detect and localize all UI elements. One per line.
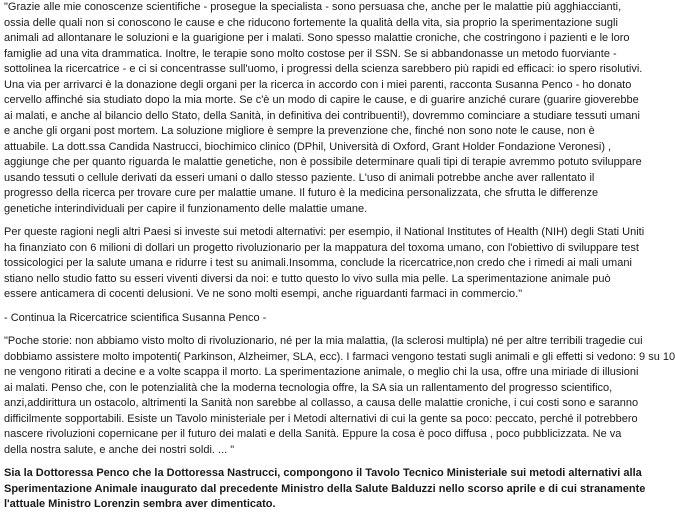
text-line: ne vengono ritirati a decine e a volte scappa il morto. La sperimentazione animale, o meglio chi la usa, offre una miriade di illusioni: [4, 366, 639, 378]
text-line: usando tessuti o cellule derivati da esseri umani o dallo stesso paziente. L'uso di animali potrebbe anche aver rallentato il: [4, 171, 595, 184]
paragraph-spacer: [4, 303, 644, 311]
paragraph-5-bold: [4, 466, 644, 513]
article-body: [4, 0, 675, 513]
text-line: progresso della ricerca per trovare cure per malattie umane. Il futuro è la medicina personalizzata, che sfrutta le differenze: [4, 187, 599, 199]
text-line: difficilmente sopportabili. Esiste un Tavolo ministeriale per i Metodi alternativi di cui la gente sa poco: peccato, perché il potrebbero: [4, 412, 638, 425]
paragraph-spacer: [4, 458, 644, 466]
text-line: l'attuale Ministro Lorenzin sembra aver dimenticato.: [4, 498, 276, 510]
text-line: stiano nello studio fatto su esseri viventi diversi da noi: e tutto questo lo vivo sulla mia pelle. La sperimentazione animale può: [4, 272, 611, 285]
paragraph-spacer: [4, 326, 644, 334]
text-line: "Grazie alle mie conoscenze scientifiche - prosegue la specialista - sono persuasa che, anche per le malattie più agghiaccianti,: [4, 1, 622, 13]
text-line: animali ad allontanare le soluzioni e la guarigione per i malati. Sono spesso malattie croniche, che costringono i pazienti e le loro: [4, 32, 630, 44]
text-line: cervello affinché sia studiato dopo la mia morte. Se c'è un modo di capire le cause, e di guarire anziché curare (guarire gioverebbe: [4, 94, 639, 106]
text-line: - Continua la Ricercatrice scientifica Susanna Penco -: [4, 311, 267, 324]
text-line: Sia la Dottoressa Penco che la Dottoressa Nastrucci, compongono il Tavolo Tecnico Ministeriale sui metodi alternativi alla: [4, 467, 642, 479]
text-line: ai malati. Penso che, con le potenzialità che la moderna tecnologia offre, la SA sia un rallentamento del progresso scientifico,: [4, 381, 613, 394]
text-line: attuabile. La dott.ssa Candida Nastrucci, biochimico clinico (DPhil, Università di Oxford, Grant Holder Fondazione Veronesi) ,: [4, 140, 612, 153]
text-line: Per queste ragioni negli altri Paesi si investe sui metodi alternativi: per esempio, il National Institutes of Health (NIH) degli Stati Uniti: [4, 226, 645, 238]
text-line: della nostra salute, e anche dei nostri soldi. ... ": [4, 443, 235, 456]
text-line: dobbiamo assistere molto impotenti( Parkinson, Alzheimer, SLA, ecc). I farmaci vengono testati sugli animali e gli effetti si vedono: 9 su 10: [4, 350, 675, 363]
paragraph-3: [4, 311, 644, 327]
paragraph-spacer: [4, 217, 644, 225]
text-line: e anche gli organi post mortem. La soluzione migliore è sempre la prevenzione che, finché non sono note le cause, non è: [4, 125, 595, 137]
text-line: Sperimentazione Animale inaugurato dal precedente Ministro della Salute Balduzzi nello scorso aprile e di cui stranamente: [4, 482, 646, 495]
paragraph-4: [4, 334, 675, 458]
text-line: sottolinea la ricercatrice - e ci si concentrasse sull'uomo, i progressi della scienza sarebbero più rapidi ed efficaci: io spero risolutivi.: [4, 63, 643, 75]
text-line: famiglie ad una vita drammatica. Inoltre, le terapie sono molto costose per il SSN. Se si abbandonasse un metodo fuorviante -: [4, 47, 617, 60]
text-line: ha finanziato con 6 milioni di dollari un progetto rivoluzionario per la mappatura del toxoma umano, con l'obiettivo di sviluppare test: [4, 241, 639, 254]
paragraph-2: [4, 225, 644, 303]
text-line: "Poche storie: non abbiamo visto molto di rivoluzionario, né per la mia malattia, (la sclerosi multipla) né per altre terribili tragedie cui: [4, 335, 643, 347]
text-line: ai malati, e anche al bilancio dello Stato, della Sanità, in definitiva dei contribuenti!), dovremmo cominciare a studiare tessuti umani: [4, 109, 640, 122]
text-line: tossicologici per la salute umana e ridurre i test su animali.Insomma, conclude la ricercatrice,non credo che i rimedi ai mali umani: [4, 257, 632, 269]
text-line: ossia delle quali non si conoscono le cause e che riducono fortemente la qualità della vita, sia proprio la sperimentazione sugli: [4, 16, 618, 29]
paragraph-1: [4, 0, 644, 217]
text-line: aggiunge che per quanto riguarda le malattie genetiche, non è possibile determinare quali tipi di terapie avremmo potuto sviluppare: [4, 156, 642, 168]
text-line: essere anticamera di cocenti delusioni. Ve ne sono molti esempi, anche riguardanti farmaci in commercio.": [4, 288, 523, 300]
text-line: anzi,addirittura un ostacolo, altrimenti la Sanità non sarebbe al collasso, a causa delle malattie croniche, i cui costi sono e saranno: [4, 397, 639, 409]
text-line: Una via per arrivarci è la donazione degli organi per la ricerca in accordo con i miei parenti, racconta Susanna Penco - ho donato: [4, 78, 632, 91]
text-line: nascere rivoluzioni copernicane per il futuro dei malati e della Sanità. Eppure la cosa è poco diffusa , poco pubblicizzata. Ne va: [4, 428, 622, 440]
text-line: genetiche interindividuali per capire il funzionamento delle malattie umane.: [4, 202, 368, 215]
